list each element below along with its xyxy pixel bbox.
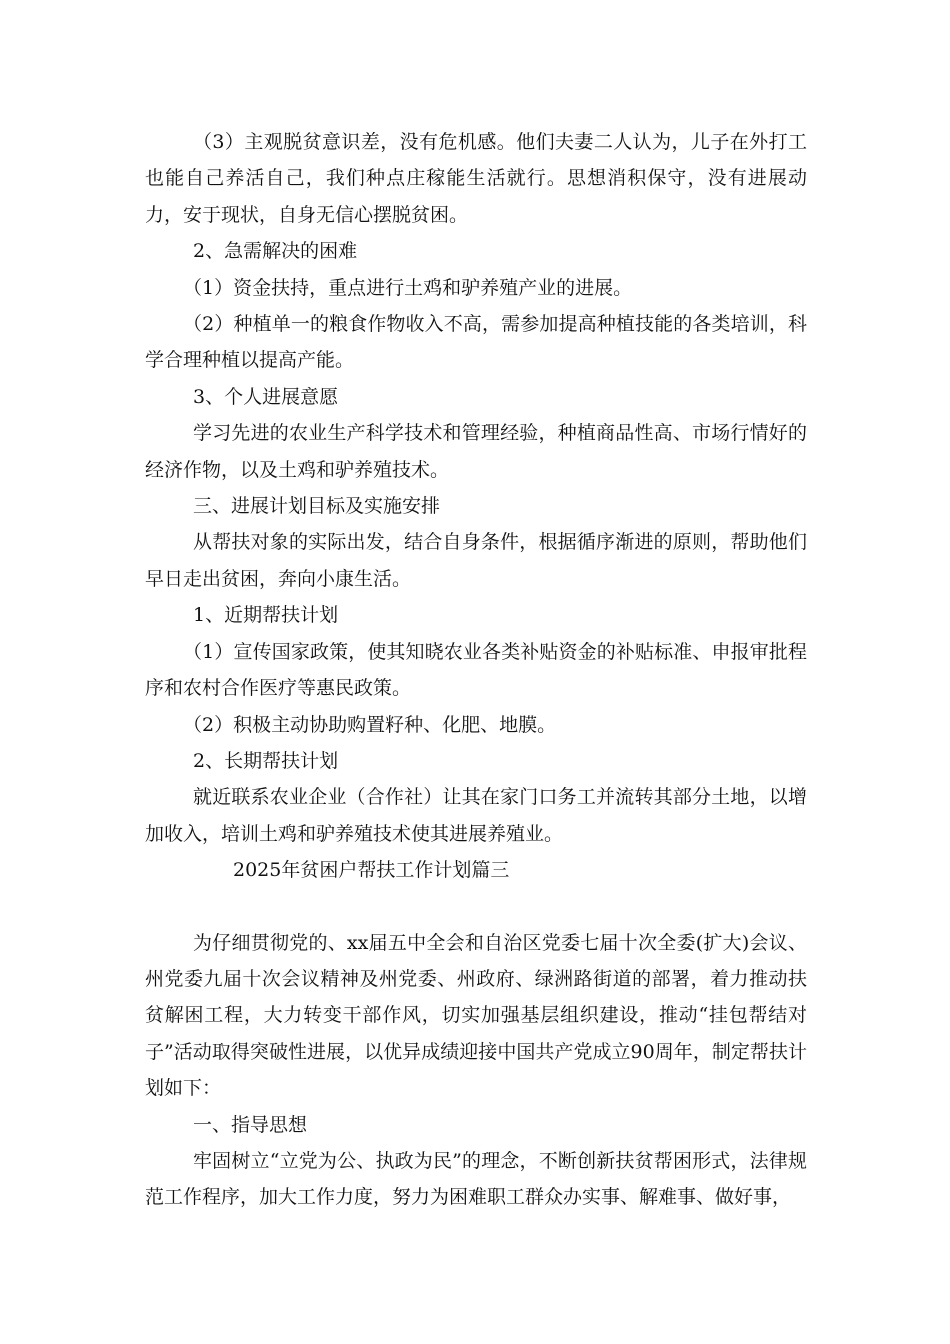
heading-urgent-difficulties: 2、急需解决的困难 [193,240,358,263]
paragraph-policy-publicity: （1）宣传国家政策，使其知晓农业各类补贴资金的补贴标准、申报审批程序和农村合作医疗等惠民政策。 [145,640,807,700]
paragraph-mindset-problem: （3）主观脱贫意识差，没有危机感。他们夫妻二人认为，儿子在外打工也能自己养活自己，我们种点庄稼能生活就行。思想消积保守，没有进展动力，安于现状，自身无信心摆脱贫困。 [145,131,807,226]
paragraph-plan-principle: 从帮扶对象的实际出发，结合自身条件，根据循序渐进的原则，帮助他们早日走出贫困，奔向小康生活。 [145,531,807,590]
paragraph-funding-support: （1）资金扶持，重点进行土鸡和驴养殖产业的进展。 [183,276,633,299]
heading-guiding-ideology: 一、指导思想 [193,1113,308,1136]
paragraph-guiding-ideology: 牢固树立“立党为公、执政为民”的理念，不断创新扶贫帮困形式，法律规范工作程序，加大工作力度，努力为困难职工群众办实事、解难事、做好事， [145,1149,807,1209]
blank-line [145,889,807,925]
paragraph-learn-techniques: 学习先进的农业生产科学技术和管理经验，种植商品性高、市场行情好的经济作物，以及土鸡和驴养殖技术。 [145,422,807,481]
paragraph-planting-training: （2）种植单一的粮食作物收入不高，需参加提高种植技能的各类培训，科学合理种植以提高产能。 [145,313,807,372]
heading-personal-wishes: 3、个人进展意愿 [193,385,339,408]
heading-plan-goals: 三、进展计划目标及实施安排 [193,495,441,518]
paragraph-long-term-detail: 就近联系农业企业（合作社）让其在家门口务工并流转其部分土地，以增加收入，培训土鸡和驴养殖技术使其进展养殖业。 [145,786,807,845]
section-title: 2025年贫困户帮扶工作计划篇三 [233,859,510,882]
heading-short-term-plan: 1、近期帮扶计划 [193,604,339,627]
heading-long-term-plan: 2、长期帮扶计划 [193,749,339,772]
paragraph-purchase-assist: （2）积极主动协助购置籽种、化肥、地膜。 [183,713,557,736]
paragraph-introduction: 为仔细贯彻党的、xx届五中全会和自治区党委七届十次全委(扩大)会议、州党委九届十次会议精神及州党委、州政府、绿洲路街道的部署，着力推动扶贫解困工程，大力转变干部作风，切实加强基层组织建设，推动“挂包帮结对子”活动取得突破性进展，以优异成绩迎接中国共产党成立90周年，制定帮扶计划如下： [145,931,807,1100]
document-body [145,124,807,1216]
